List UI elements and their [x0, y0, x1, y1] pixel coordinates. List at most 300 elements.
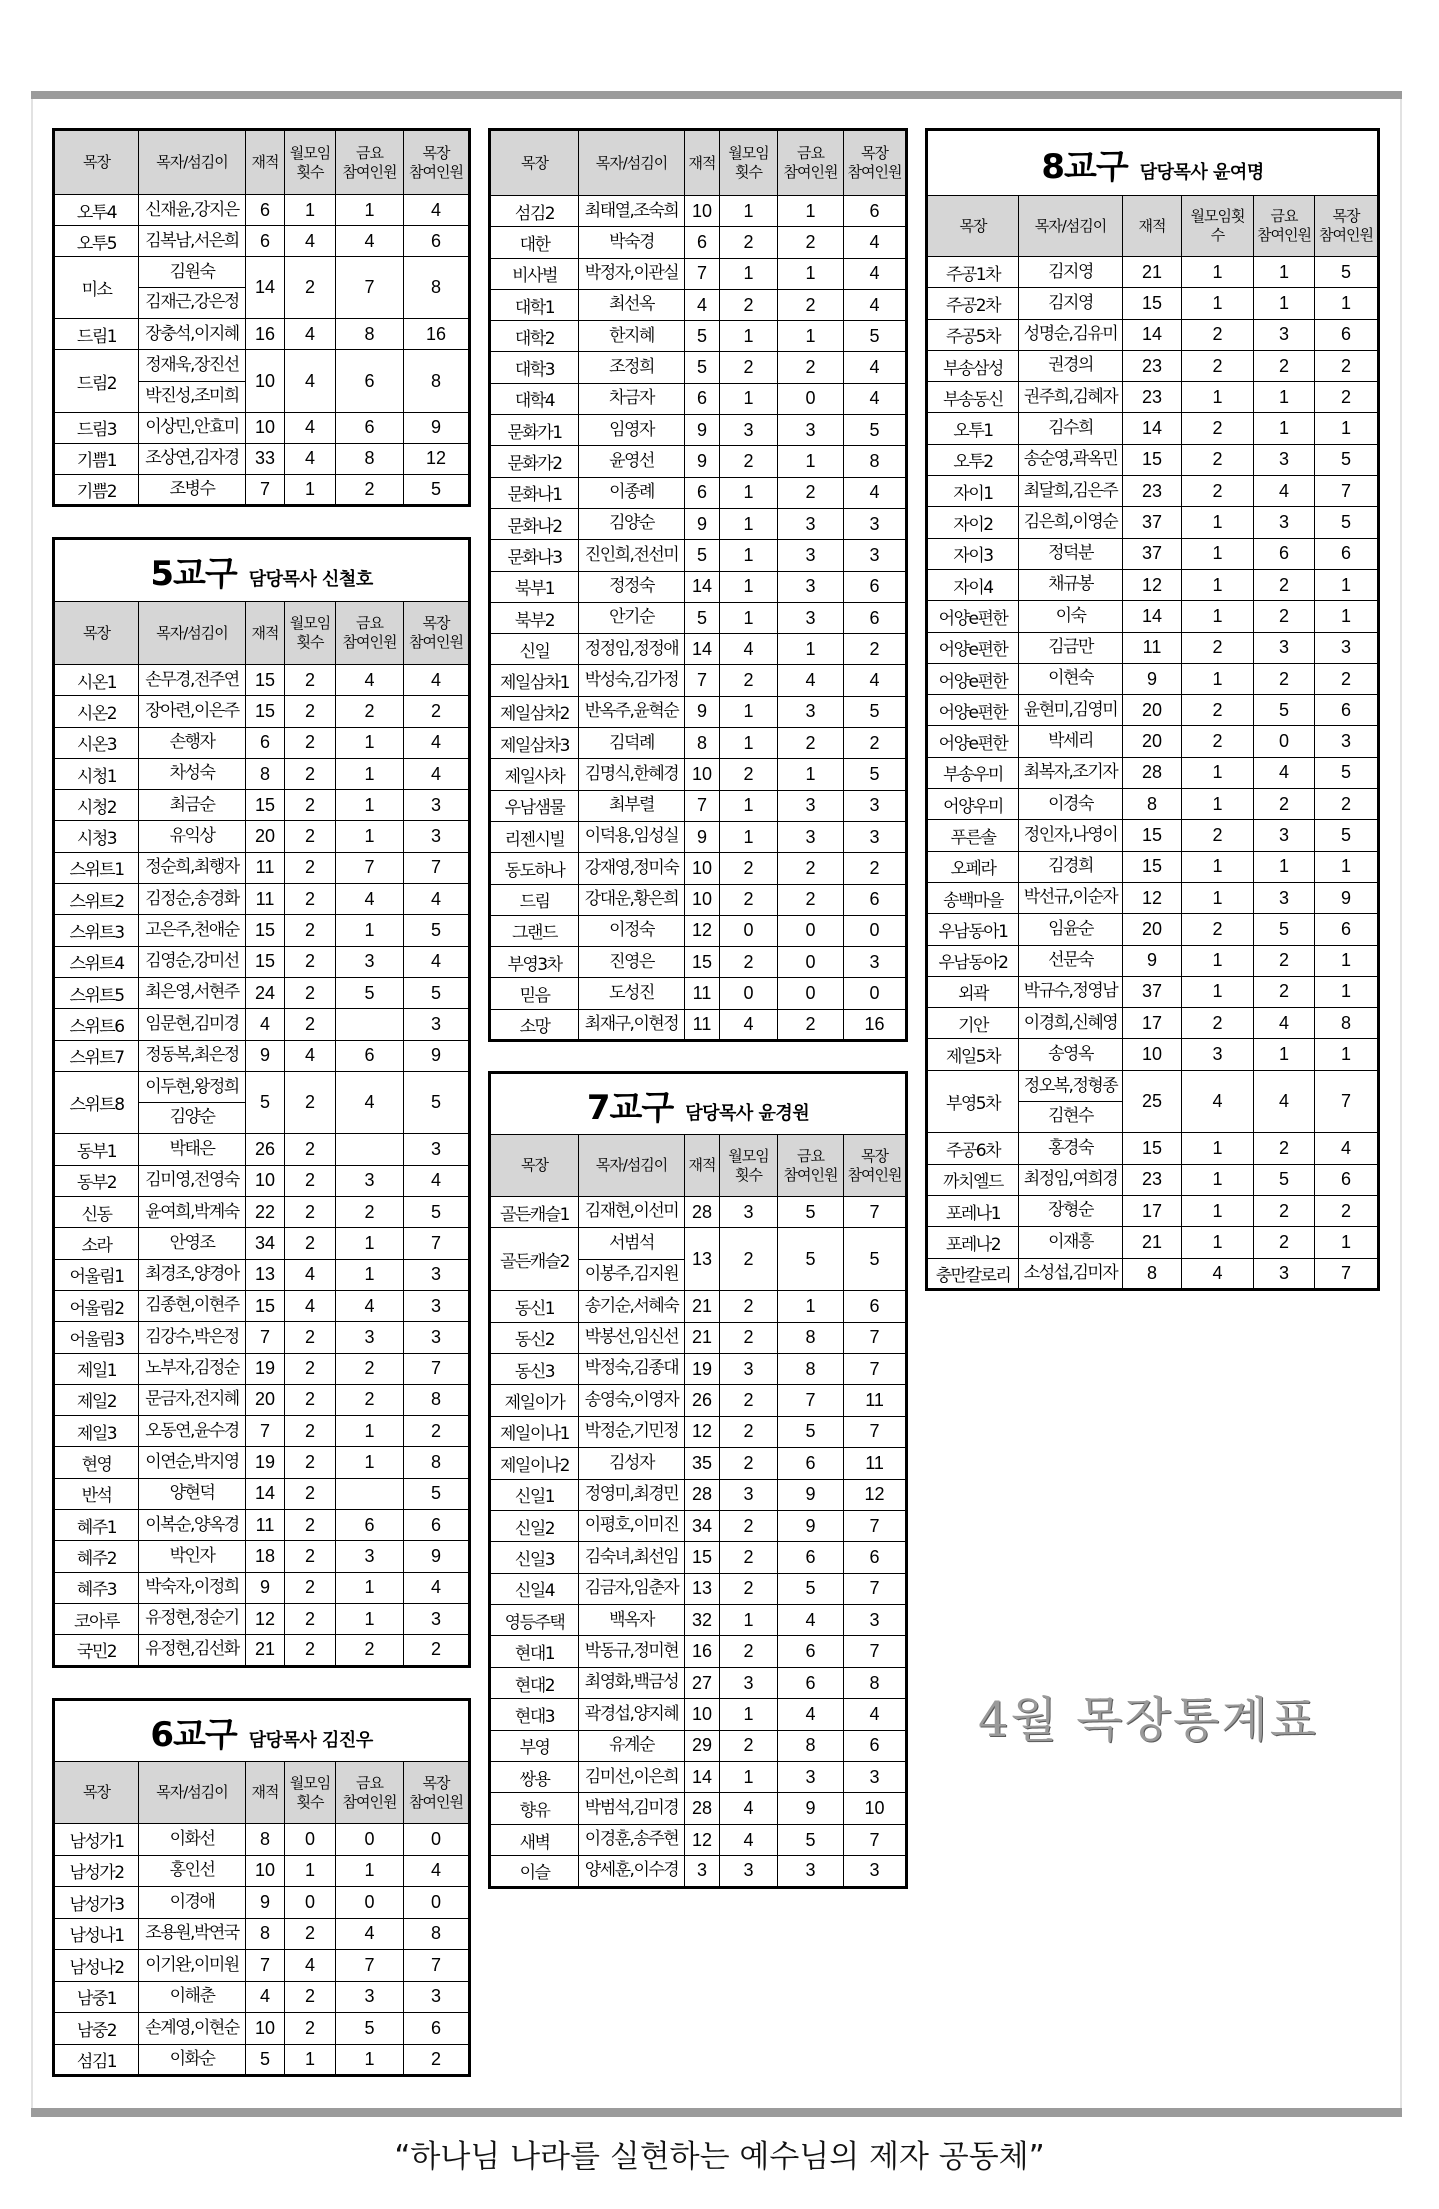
enrolled-count: 10	[685, 853, 720, 884]
enrolled-count: 12	[1123, 882, 1182, 913]
leader-names	[579, 1542, 685, 1573]
enrolled-count: 20	[1123, 726, 1182, 757]
table-row	[54, 1228, 470, 1259]
leader-names	[139, 790, 246, 821]
enrolled-count: 10	[246, 2013, 285, 2045]
monthly-meeting-count: 1	[720, 821, 778, 852]
monthly-meeting-count: 0	[720, 915, 778, 946]
friday-attendance: 7	[778, 1385, 844, 1416]
leader-name: 최부렬	[609, 795, 654, 816]
monthly-meeting-count: 2	[720, 1228, 778, 1291]
mokjang-attendance: 8	[404, 257, 470, 319]
title-row	[54, 1700, 470, 1762]
mokjang-name: 부송동신	[927, 382, 1019, 413]
leader-names	[1019, 1133, 1123, 1164]
friday-attendance: 3	[1254, 882, 1315, 913]
table-row	[927, 569, 1379, 600]
mokjang-name: 어울림2	[54, 1290, 139, 1321]
leader-name: 김현수	[1019, 1101, 1122, 1131]
friday-attendance: 3	[336, 1541, 404, 1572]
friday-attendance: 3	[1254, 319, 1315, 350]
table-row	[927, 1258, 1379, 1289]
mokjang-name: 이슬	[490, 1856, 579, 1887]
table-row	[927, 319, 1379, 350]
leader-names	[1019, 1039, 1123, 1070]
enrolled-count: 28	[685, 1197, 720, 1228]
monthly-meeting-count: 2	[285, 1134, 336, 1165]
monthly-meeting-count: 2	[285, 790, 336, 821]
mokjang-attendance: 3	[1315, 726, 1379, 757]
leader-names	[139, 1353, 246, 1384]
friday-attendance: 2	[1254, 945, 1315, 976]
table-row	[927, 538, 1379, 569]
mokjang-attendance: 6	[844, 602, 907, 633]
monthly-meeting-count: 2	[285, 915, 336, 946]
mokjang-name: 남성나1	[54, 1918, 139, 1950]
monthly-meeting-count: 1	[1182, 1227, 1254, 1258]
header-monthly-meetings	[285, 130, 336, 195]
mokjang-name: 부송우미	[927, 757, 1019, 788]
mokjang-name: 동도하나	[490, 853, 579, 884]
stats-table	[488, 128, 908, 1042]
leader-name: 안영조	[169, 1232, 215, 1253]
header-label: 월모임	[289, 614, 331, 633]
table-row	[490, 634, 907, 665]
leader-names	[1019, 976, 1123, 1007]
mokjang-name: 코아루	[54, 1603, 139, 1634]
monthly-meeting-count: 3	[720, 415, 778, 446]
mokjang-name: 믿음	[490, 978, 579, 1009]
friday-attendance: 4	[336, 226, 404, 257]
leader-name: 송기순,서혜숙	[584, 1295, 679, 1316]
mokjang-attendance: 7	[844, 1573, 907, 1604]
enrolled-count: 16	[246, 319, 285, 350]
table-row	[54, 474, 470, 505]
leader-name: 이해춘	[169, 1986, 215, 2006]
mokjang-name: 비사벌	[490, 258, 579, 289]
friday-attendance: 2	[778, 884, 844, 915]
mokjang-attendance: 4	[844, 383, 907, 414]
table-row	[490, 884, 907, 915]
table-row	[54, 977, 470, 1008]
enrolled-count: 15	[246, 790, 285, 821]
leader-name: 김영순,강미선	[145, 951, 239, 972]
monthly-meeting-count: 3	[1182, 1039, 1254, 1070]
mokjang-attendance: 1	[1315, 976, 1379, 1007]
friday-attendance: 2	[778, 728, 844, 759]
table-row	[490, 196, 907, 227]
enrolled-count: 9	[685, 415, 720, 446]
enrolled-count: 21	[685, 1291, 720, 1322]
monthly-meeting-count: 1	[1182, 789, 1254, 820]
leader-names	[139, 319, 246, 350]
mokjang-attendance: 5	[844, 1228, 907, 1291]
leader-name: 송영숙,이영자	[584, 1389, 679, 1410]
mokjang-name: 제일삼차2	[490, 696, 579, 727]
table-row	[927, 507, 1379, 538]
monthly-meeting-count: 2	[720, 947, 778, 978]
table-row	[490, 1573, 907, 1604]
mokjang-name: 기쁨2	[54, 474, 139, 505]
monthly-meeting-count: 2	[285, 2013, 336, 2045]
monthly-meeting-count: 4	[720, 1793, 778, 1824]
leader-name: 김지영	[1048, 292, 1093, 313]
friday-attendance: 3	[1254, 507, 1315, 538]
leader-name: 문금자,전지혜	[145, 1389, 239, 1410]
mokjang-attendance: 7	[844, 1197, 907, 1228]
leader-names	[579, 258, 685, 289]
leader-names	[579, 1479, 685, 1510]
enrolled-count: 28	[685, 1793, 720, 1824]
leader-names	[1019, 945, 1123, 976]
mokjang-attendance: 2	[1315, 350, 1379, 381]
header-label: 수	[1210, 226, 1225, 244]
district-title: 8교구	[1041, 146, 1128, 187]
leader-names	[139, 1918, 246, 1950]
table-row	[54, 1040, 470, 1071]
leader-names	[579, 790, 685, 821]
header-label: 목자/섬김이	[595, 153, 668, 172]
friday-attendance: 9	[778, 1793, 844, 1824]
mokjang-name: 부영5차	[927, 1070, 1019, 1133]
leader-name: 박정순,기민정	[584, 1421, 679, 1442]
enrolled-count: 10	[246, 412, 285, 443]
leader-names	[139, 1384, 246, 1415]
friday-attendance: 1	[336, 1416, 404, 1447]
leader-names	[579, 352, 685, 383]
table-row	[54, 319, 470, 350]
pastor-name: 담당목사 윤여명	[1139, 161, 1264, 183]
mokjang-attendance: 5	[844, 415, 907, 446]
header-label: 목자/섬김이	[156, 623, 228, 642]
mokjang-name: 자이3	[927, 538, 1019, 569]
title-cell	[54, 539, 470, 602]
friday-attendance: 9	[778, 1479, 844, 1510]
friday-attendance: 2	[336, 1197, 404, 1228]
mokjang-name: 남성가3	[54, 1887, 139, 1919]
header-label: 횟수	[296, 162, 324, 181]
monthly-meeting-count: 2	[285, 884, 336, 915]
friday-attendance: 8	[778, 1353, 844, 1384]
mokjang-attendance: 5	[844, 759, 907, 790]
mokjang-name: 어울림1	[54, 1259, 139, 1290]
header-label: 횟수	[296, 633, 324, 651]
friday-attendance: 1	[778, 258, 844, 289]
leader-names	[1019, 257, 1123, 288]
table-row	[54, 1009, 470, 1040]
header-enrolled	[246, 602, 285, 665]
monthly-meeting-count: 2	[720, 1322, 778, 1353]
friday-attendance: 8	[778, 1730, 844, 1761]
enrolled-count: 6	[246, 195, 285, 226]
monthly-meeting-count: 0	[720, 978, 778, 1009]
friday-attendance: 9	[778, 1510, 844, 1541]
friday-attendance: 6	[778, 1448, 844, 1479]
enrolled-count: 16	[685, 1636, 720, 1667]
table-row	[490, 508, 907, 539]
enrolled-count: 4	[246, 1009, 285, 1040]
leader-names	[579, 1699, 685, 1730]
mokjang-name: 시청2	[54, 790, 139, 821]
mokjang-name: 포레나1	[927, 1195, 1019, 1226]
leader-name: 안기순	[609, 607, 654, 628]
enrolled-count: 9	[1123, 945, 1182, 976]
leader-names	[1019, 538, 1123, 569]
leader-names	[579, 227, 685, 258]
mokjang-name: 제일이가	[490, 1385, 579, 1416]
mokjang-name: 스위트7	[54, 1040, 139, 1071]
leader-name: 윤여희,박계숙	[145, 1201, 239, 1222]
district-8-table	[925, 128, 1380, 1291]
enrolled-count: 32	[685, 1605, 720, 1636]
enrolled-count: 10	[685, 1699, 720, 1730]
mokjang-name: 문화나2	[490, 508, 579, 539]
friday-attendance: 6	[1254, 538, 1315, 569]
leader-names	[139, 1603, 246, 1634]
leader-name: 최경조,양경아	[145, 1264, 239, 1285]
table-row	[54, 915, 470, 946]
enrolled-count: 9	[246, 1887, 285, 1919]
monthly-meeting-count: 2	[285, 946, 336, 977]
mokjang-attendance: 4	[844, 477, 907, 508]
leader-names	[1019, 413, 1123, 444]
enrolled-count: 12	[685, 1824, 720, 1855]
header-label: 목장	[83, 623, 110, 642]
leader-name: 손행자	[169, 732, 215, 753]
mokjang-name: 스위트3	[54, 915, 139, 946]
leader-name: 송영옥	[1048, 1043, 1093, 1064]
leader-name: 서범석	[609, 1233, 654, 1254]
mokjang-name: 남중1	[54, 1981, 139, 2013]
header-label: 금요	[356, 1773, 383, 1792]
mokjang-attendance: 2	[844, 728, 907, 759]
mokjang-attendance: 4	[404, 1855, 470, 1887]
monthly-meeting-count: 4	[285, 1290, 336, 1321]
leader-name: 이경애	[169, 1891, 215, 1912]
monthly-meeting-count: 1	[1182, 569, 1254, 600]
enrolled-count: 19	[246, 1353, 285, 1384]
leader-names	[1019, 288, 1123, 319]
header-label: 금요	[797, 144, 824, 163]
mokjang-attendance: 3	[404, 1322, 470, 1353]
friday-attendance: 2	[1254, 1227, 1315, 1258]
friday-attendance: 3	[1254, 444, 1315, 475]
monthly-meeting-count: 1	[1182, 382, 1254, 413]
enrolled-count: 10	[246, 1855, 285, 1887]
leader-name: 김정순,송경화	[145, 888, 239, 909]
mokjang-name: 충만칼로리	[927, 1258, 1019, 1289]
leader-name: 최은영,서현주	[145, 982, 239, 1003]
table-row	[54, 884, 470, 915]
table-row	[490, 1322, 907, 1353]
mokjang-attendance: 3	[404, 1290, 470, 1321]
district-title: 5교구	[150, 554, 237, 594]
enrolled-count: 6	[246, 727, 285, 758]
monthly-meeting-count: 2	[285, 1384, 336, 1415]
header-monthly-meetings	[720, 130, 778, 196]
friday-attendance: 1	[336, 1603, 404, 1634]
friday-attendance: 6	[336, 1040, 404, 1071]
table-row	[54, 2013, 470, 2045]
leader-names	[1019, 695, 1123, 726]
leader-name: 진영은	[609, 951, 654, 972]
monthly-meeting-count: 2	[285, 1322, 336, 1353]
header-label: 월모임	[289, 143, 331, 162]
mokjang-attendance: 5	[844, 321, 907, 352]
mokjang-name: 자이2	[927, 507, 1019, 538]
mokjang-attendance: 5	[1315, 257, 1379, 288]
header-mokjang	[54, 130, 139, 195]
mokjang-name: 제일삼차1	[490, 665, 579, 696]
mokjang-name: 드림	[490, 884, 579, 915]
leader-name: 신재윤,강지은	[145, 199, 239, 220]
friday-attendance: 1	[778, 634, 844, 665]
leader-name: 조병수	[169, 478, 215, 499]
leader-name: 정재욱,장진선	[145, 355, 239, 376]
mokjang-attendance: 6	[1315, 319, 1379, 350]
enrolled-count: 20	[246, 821, 285, 852]
friday-attendance: 2	[336, 696, 404, 727]
enrolled-count: 23	[1123, 382, 1182, 413]
leader-names	[1019, 757, 1123, 788]
friday-attendance: 2	[1254, 663, 1315, 694]
mokjang-name: 영등주택	[490, 1605, 579, 1636]
friday-attendance: 2	[778, 853, 844, 884]
friday-attendance: 4	[778, 1605, 844, 1636]
monthly-meeting-count: 2	[285, 1165, 336, 1196]
leader-names	[1019, 851, 1123, 882]
monthly-meeting-count: 4	[720, 634, 778, 665]
header-label: 목장	[521, 1156, 548, 1175]
enrolled-count: 10	[685, 759, 720, 790]
monthly-meeting-count: 0	[285, 1824, 336, 1856]
header-label: 참여인원	[342, 633, 397, 651]
leader-name: 홍경숙	[1048, 1137, 1093, 1158]
leader-names	[579, 1856, 685, 1887]
leader-name: 이종례	[609, 482, 654, 503]
monthly-meeting-count: 2	[285, 1603, 336, 1634]
monthly-meeting-count: 2	[1182, 319, 1254, 350]
monthly-meeting-count: 2	[285, 727, 336, 758]
mokjang-name: 제일3	[54, 1416, 139, 1447]
leader-name: 손무경,전주연	[145, 669, 239, 690]
enrolled-count: 20	[246, 1384, 285, 1415]
mokjang-name: 현대2	[490, 1667, 579, 1698]
leader-names	[579, 1353, 685, 1384]
mokjang-name: 스위트2	[54, 884, 139, 915]
leader-name: 송순영,곽옥민	[1023, 449, 1118, 470]
leader-name: 김재근,강은정	[139, 287, 245, 317]
leader-names	[579, 1730, 685, 1761]
enrolled-count: 6	[246, 226, 285, 257]
monthly-meeting-count: 1	[720, 1699, 778, 1730]
monthly-meeting-count: 2	[285, 1447, 336, 1478]
leader-names	[1019, 1258, 1123, 1289]
enrolled-count: 15	[685, 947, 720, 978]
header-leader	[579, 130, 685, 196]
table-row	[54, 1855, 470, 1887]
leader-names	[579, 508, 685, 539]
friday-attendance: 5	[1254, 1164, 1315, 1195]
leader-name: 박봉선,임신선	[584, 1327, 679, 1348]
friday-attendance: 5	[1254, 695, 1315, 726]
friday-attendance: 0	[778, 383, 844, 414]
leader-names	[139, 1541, 246, 1572]
header-label: 목자/섬김이	[1034, 216, 1107, 235]
leader-name: 박진성,조미희	[139, 381, 245, 411]
header-label: 월모임	[728, 144, 769, 163]
table-row	[490, 1228, 907, 1291]
table-row	[490, 446, 907, 477]
leader-names	[579, 947, 685, 978]
enrolled-count: 15	[246, 665, 285, 696]
mokjang-name: 쌍용	[490, 1762, 579, 1793]
table-row	[490, 602, 907, 633]
monthly-meeting-count: 2	[720, 1448, 778, 1479]
friday-attendance: 2	[1254, 1195, 1315, 1226]
enrolled-count: 5	[246, 2044, 285, 2076]
enrolled-count: 9	[246, 1040, 285, 1071]
leader-names	[579, 915, 685, 946]
header-mokjang-attendance	[404, 1762, 470, 1824]
enrolled-count: 15	[1123, 288, 1182, 319]
mokjang-attendance: 3	[844, 508, 907, 539]
mokjang-name: 어양e편한	[927, 663, 1019, 694]
monthly-meeting-count: 4	[1182, 1070, 1254, 1133]
friday-attendance: 4	[1254, 476, 1315, 507]
mokjang-attendance: 1	[1315, 945, 1379, 976]
enrolled-count: 14	[685, 1762, 720, 1793]
leader-name: 차금자	[609, 388, 654, 409]
leader-names	[579, 540, 685, 571]
table-row	[490, 1353, 907, 1384]
table-row	[490, 1448, 907, 1479]
leader-names	[579, 1510, 685, 1541]
mokjang-name: 주공5차	[927, 319, 1019, 350]
header-label: 횟수	[735, 1165, 762, 1184]
leader-names	[579, 1667, 685, 1698]
leader-names	[139, 1134, 246, 1165]
mokjang-attendance: 4	[844, 1699, 907, 1730]
header-label: 목장	[861, 144, 888, 163]
leader-names	[139, 1259, 246, 1290]
header-enrolled	[1123, 196, 1182, 257]
district-title: 6교구	[150, 1714, 237, 1755]
leader-name: 이화선	[169, 1828, 215, 1849]
monthly-meeting-count: 2	[285, 1981, 336, 2013]
leader-name: 김종현,이현주	[145, 1295, 239, 1316]
leader-name: 손계영,이현순	[145, 2017, 239, 2038]
monthly-meeting-count: 2	[1182, 695, 1254, 726]
mokjang-name: 남성가1	[54, 1824, 139, 1856]
friday-attendance: 2	[778, 289, 844, 320]
table-row	[54, 821, 470, 852]
mokjang-name: 대학2	[490, 321, 579, 352]
mokjang-name: 문화가2	[490, 446, 579, 477]
friday-attendance: 0	[336, 1887, 404, 1919]
friday-attendance: 1	[336, 1572, 404, 1603]
mokjang-attendance: 7	[844, 1353, 907, 1384]
monthly-meeting-count: 1	[1182, 1133, 1254, 1164]
mokjang-attendance: 6	[1315, 1164, 1379, 1195]
friday-attendance: 5	[1254, 914, 1315, 945]
enrolled-count: 5	[685, 540, 720, 571]
friday-attendance: 1	[1254, 413, 1315, 444]
header-label: 목장	[861, 1146, 889, 1165]
leader-name: 조상연,김자경	[145, 448, 239, 469]
mokjang-name: 오투5	[54, 226, 139, 257]
mokjang-attendance: 4	[404, 727, 470, 758]
